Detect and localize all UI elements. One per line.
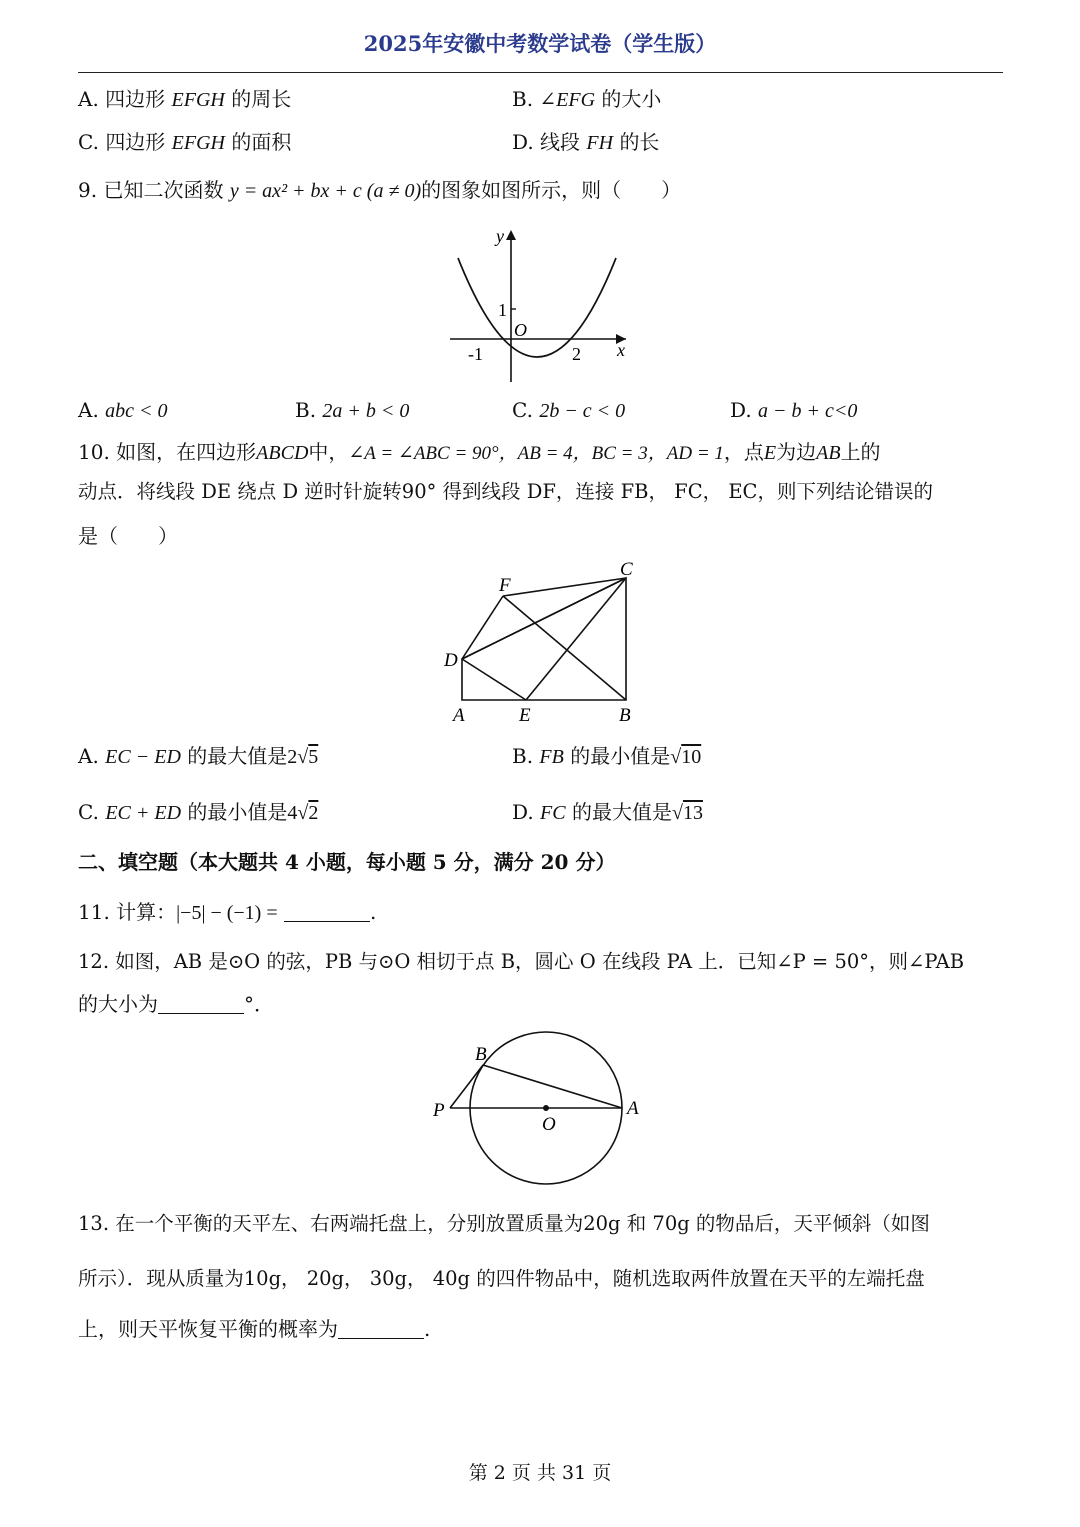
question-text: °． bbox=[244, 992, 274, 1016]
option-text: 的长 bbox=[619, 130, 660, 154]
origin-label: O bbox=[514, 320, 527, 340]
q10-quadrilateral-figure bbox=[430, 555, 660, 730]
option-text: 的最大值是 bbox=[187, 744, 288, 768]
answer-blank[interactable] bbox=[338, 1338, 424, 1339]
option-letter: C. bbox=[78, 130, 99, 154]
q12-stem-line2 bbox=[78, 990, 274, 1018]
option-text: 的面积 bbox=[231, 130, 292, 154]
question-text: ，点 bbox=[723, 440, 764, 464]
question-number: 10. bbox=[78, 440, 110, 464]
label-p: P bbox=[433, 1100, 445, 1121]
question-text: 的图象如图所示，则（ ） bbox=[421, 178, 682, 202]
q13-stem-line1 bbox=[78, 1210, 930, 1238]
question-text: 如图，AB 是⊙O 的弦，PB 与⊙O 相切于点 B，圆心 O 在线段 PA 上．已知∠P = 50°，则∠PAB bbox=[115, 950, 965, 973]
option-letter: A. bbox=[78, 398, 99, 422]
y-axis-arrow bbox=[506, 230, 516, 240]
label-e: E bbox=[519, 705, 531, 726]
x-tick-label-neg1: -1 bbox=[468, 344, 483, 364]
option-text: 四边形 bbox=[105, 87, 166, 111]
option-math: EFGH bbox=[171, 89, 225, 111]
q10-option-d: D. FC 的最大值是√13 bbox=[512, 800, 703, 824]
question-expression: |−5| − (−1) = bbox=[176, 902, 278, 924]
q10-stem-line3: 是（ ） bbox=[78, 524, 178, 548]
question-math: E bbox=[763, 442, 777, 464]
option-value-radicand: 5 bbox=[308, 746, 319, 768]
option-math: 2b − c < 0 bbox=[539, 400, 626, 422]
option-text: 的最小值是 bbox=[187, 800, 288, 824]
page-header-title: 2025年安徽中考数学试卷（学生版） bbox=[363, 31, 717, 56]
option-math: EFGH bbox=[171, 132, 225, 154]
q8-option-c bbox=[78, 128, 291, 157]
option-math: EC + ED bbox=[105, 802, 182, 824]
header-divider bbox=[78, 72, 1003, 73]
q10-stem-line1 bbox=[78, 438, 881, 468]
option-letter: D. bbox=[512, 800, 534, 824]
question-text: 上的 bbox=[840, 440, 881, 464]
option-value-coef: 2 bbox=[287, 746, 298, 768]
question-math: ∠A = ∠ABC = 90°，AB = 4，BC = 3，AD = 1 bbox=[348, 443, 724, 464]
option-letter: B. bbox=[512, 87, 534, 111]
q9-option-c bbox=[512, 396, 625, 425]
option-letter: C. bbox=[512, 398, 533, 422]
label-d: D bbox=[444, 650, 458, 671]
q8-option-d bbox=[512, 128, 659, 157]
question-number: 11. bbox=[78, 900, 110, 924]
question-text: 在一个平衡的天平左、右两端托盘上，分别放置质量为20g 和 70g 的物品后，天平倾斜（如图 bbox=[115, 1212, 930, 1235]
q9-option-a bbox=[78, 396, 168, 425]
quadrilateral-abcd bbox=[462, 578, 626, 700]
q12-stem-line1 bbox=[78, 948, 964, 976]
question-text: 的大小为 bbox=[78, 992, 158, 1016]
option-letter: B. bbox=[295, 398, 317, 422]
question-text: 为边 bbox=[776, 440, 817, 464]
q13-stem-line3 bbox=[78, 1315, 430, 1343]
question-math: AB bbox=[816, 442, 841, 464]
option-value-coef: 4 bbox=[287, 802, 298, 824]
question-text: 已知二次函数 bbox=[103, 178, 224, 202]
label-o: O bbox=[542, 1114, 556, 1135]
parabola-curve bbox=[458, 258, 616, 357]
option-math: 2a + b < 0 bbox=[322, 400, 410, 422]
label-a: A bbox=[453, 705, 465, 726]
q13-stem-line2: 所示）．现从质量为10g， 20g， 30g， 40g 的四件物品中，随机选取两件放置在天平的左端托盘 bbox=[78, 1267, 925, 1290]
tangent-pb bbox=[450, 1065, 483, 1108]
option-math: abc < 0 bbox=[105, 400, 168, 422]
label-c: C bbox=[620, 559, 633, 580]
chord-ab bbox=[483, 1065, 622, 1108]
question-text: 上，则天平恢复平衡的概率为 bbox=[78, 1317, 338, 1341]
option-letter: D. bbox=[730, 398, 752, 422]
option-math: FC bbox=[540, 802, 566, 824]
option-letter: A. bbox=[78, 744, 99, 768]
question-number: 13. bbox=[78, 1212, 110, 1235]
question-text: 如图，在四边形 bbox=[116, 440, 257, 464]
option-text: 线段 bbox=[540, 130, 581, 154]
option-math: FH bbox=[586, 132, 614, 154]
option-text: 的大小 bbox=[601, 87, 662, 111]
segment-fb bbox=[503, 596, 626, 700]
question-text: 中， bbox=[308, 440, 349, 464]
question-number: 9. bbox=[78, 178, 98, 202]
question-text: 计算： bbox=[116, 900, 177, 924]
q9-option-d bbox=[730, 396, 857, 425]
option-math: FB bbox=[539, 746, 564, 768]
q10-option-c: C. EC + ED 的最小值是4√2 bbox=[78, 800, 319, 824]
answer-blank[interactable] bbox=[284, 921, 370, 922]
option-letter: C. bbox=[78, 800, 99, 824]
option-text: 的周长 bbox=[231, 87, 292, 111]
y-tick-label-1: 1 bbox=[498, 300, 507, 320]
q9-parabola-graph bbox=[440, 222, 640, 392]
q9-option-b bbox=[295, 396, 409, 425]
q8-option-a bbox=[78, 85, 291, 114]
period: . bbox=[424, 1317, 431, 1341]
segment-de bbox=[462, 659, 526, 700]
option-value-radicand: 13 bbox=[682, 802, 703, 824]
question-formula: y = ax² + bx + c (a ≠ 0) bbox=[229, 180, 422, 202]
page-footer: 第 2 页 共 31 页 bbox=[468, 1462, 612, 1484]
option-value-radicand: 10 bbox=[681, 746, 702, 768]
q11-stem bbox=[78, 898, 376, 927]
option-value-radicand: 2 bbox=[308, 802, 319, 824]
option-math: a − b + c<0 bbox=[758, 400, 858, 422]
option-letter: D. bbox=[512, 130, 534, 154]
question-number: 12. bbox=[78, 950, 110, 973]
label-b: B bbox=[475, 1044, 487, 1065]
option-letter: B. bbox=[512, 744, 534, 768]
option-math: ∠EFG bbox=[539, 89, 596, 111]
option-math: EC − ED bbox=[105, 746, 181, 768]
x-axis-label: x bbox=[617, 340, 625, 360]
option-text: 的最大值是 bbox=[571, 800, 672, 824]
question-math: ABCD bbox=[256, 442, 309, 464]
q9-stem bbox=[78, 176, 681, 205]
y-axis-label: y bbox=[496, 226, 504, 246]
label-b: B bbox=[619, 705, 631, 726]
segment-ec bbox=[526, 578, 626, 700]
q8-option-b bbox=[512, 85, 661, 114]
center-point-o bbox=[543, 1105, 549, 1111]
q10-option-b: B. FB 的最小值是√10 bbox=[512, 744, 702, 768]
q10-option-a: A. EC − ED 的最大值是2√5 bbox=[78, 744, 319, 768]
period: . bbox=[369, 900, 377, 924]
option-text: 四边形 bbox=[105, 130, 166, 154]
label-a: A bbox=[627, 1098, 639, 1119]
option-letter: A. bbox=[78, 87, 99, 111]
q12-circle-figure bbox=[425, 1025, 655, 1190]
section-title-fill-in: 二、填空题（本大题共 4 小题，每小题 5 分，满分 20 分） bbox=[78, 850, 616, 874]
q10-stem-line2: 动点．将线段 DE 绕点 D 逆时针旋转90° 得到线段 DF，连接 FB， FC， EC，则下列结论错误的 bbox=[78, 480, 933, 503]
label-f: F bbox=[499, 575, 511, 596]
answer-blank[interactable] bbox=[158, 1013, 244, 1014]
x-tick-label-2: 2 bbox=[572, 344, 581, 364]
option-text: 的最小值是 bbox=[570, 744, 671, 768]
